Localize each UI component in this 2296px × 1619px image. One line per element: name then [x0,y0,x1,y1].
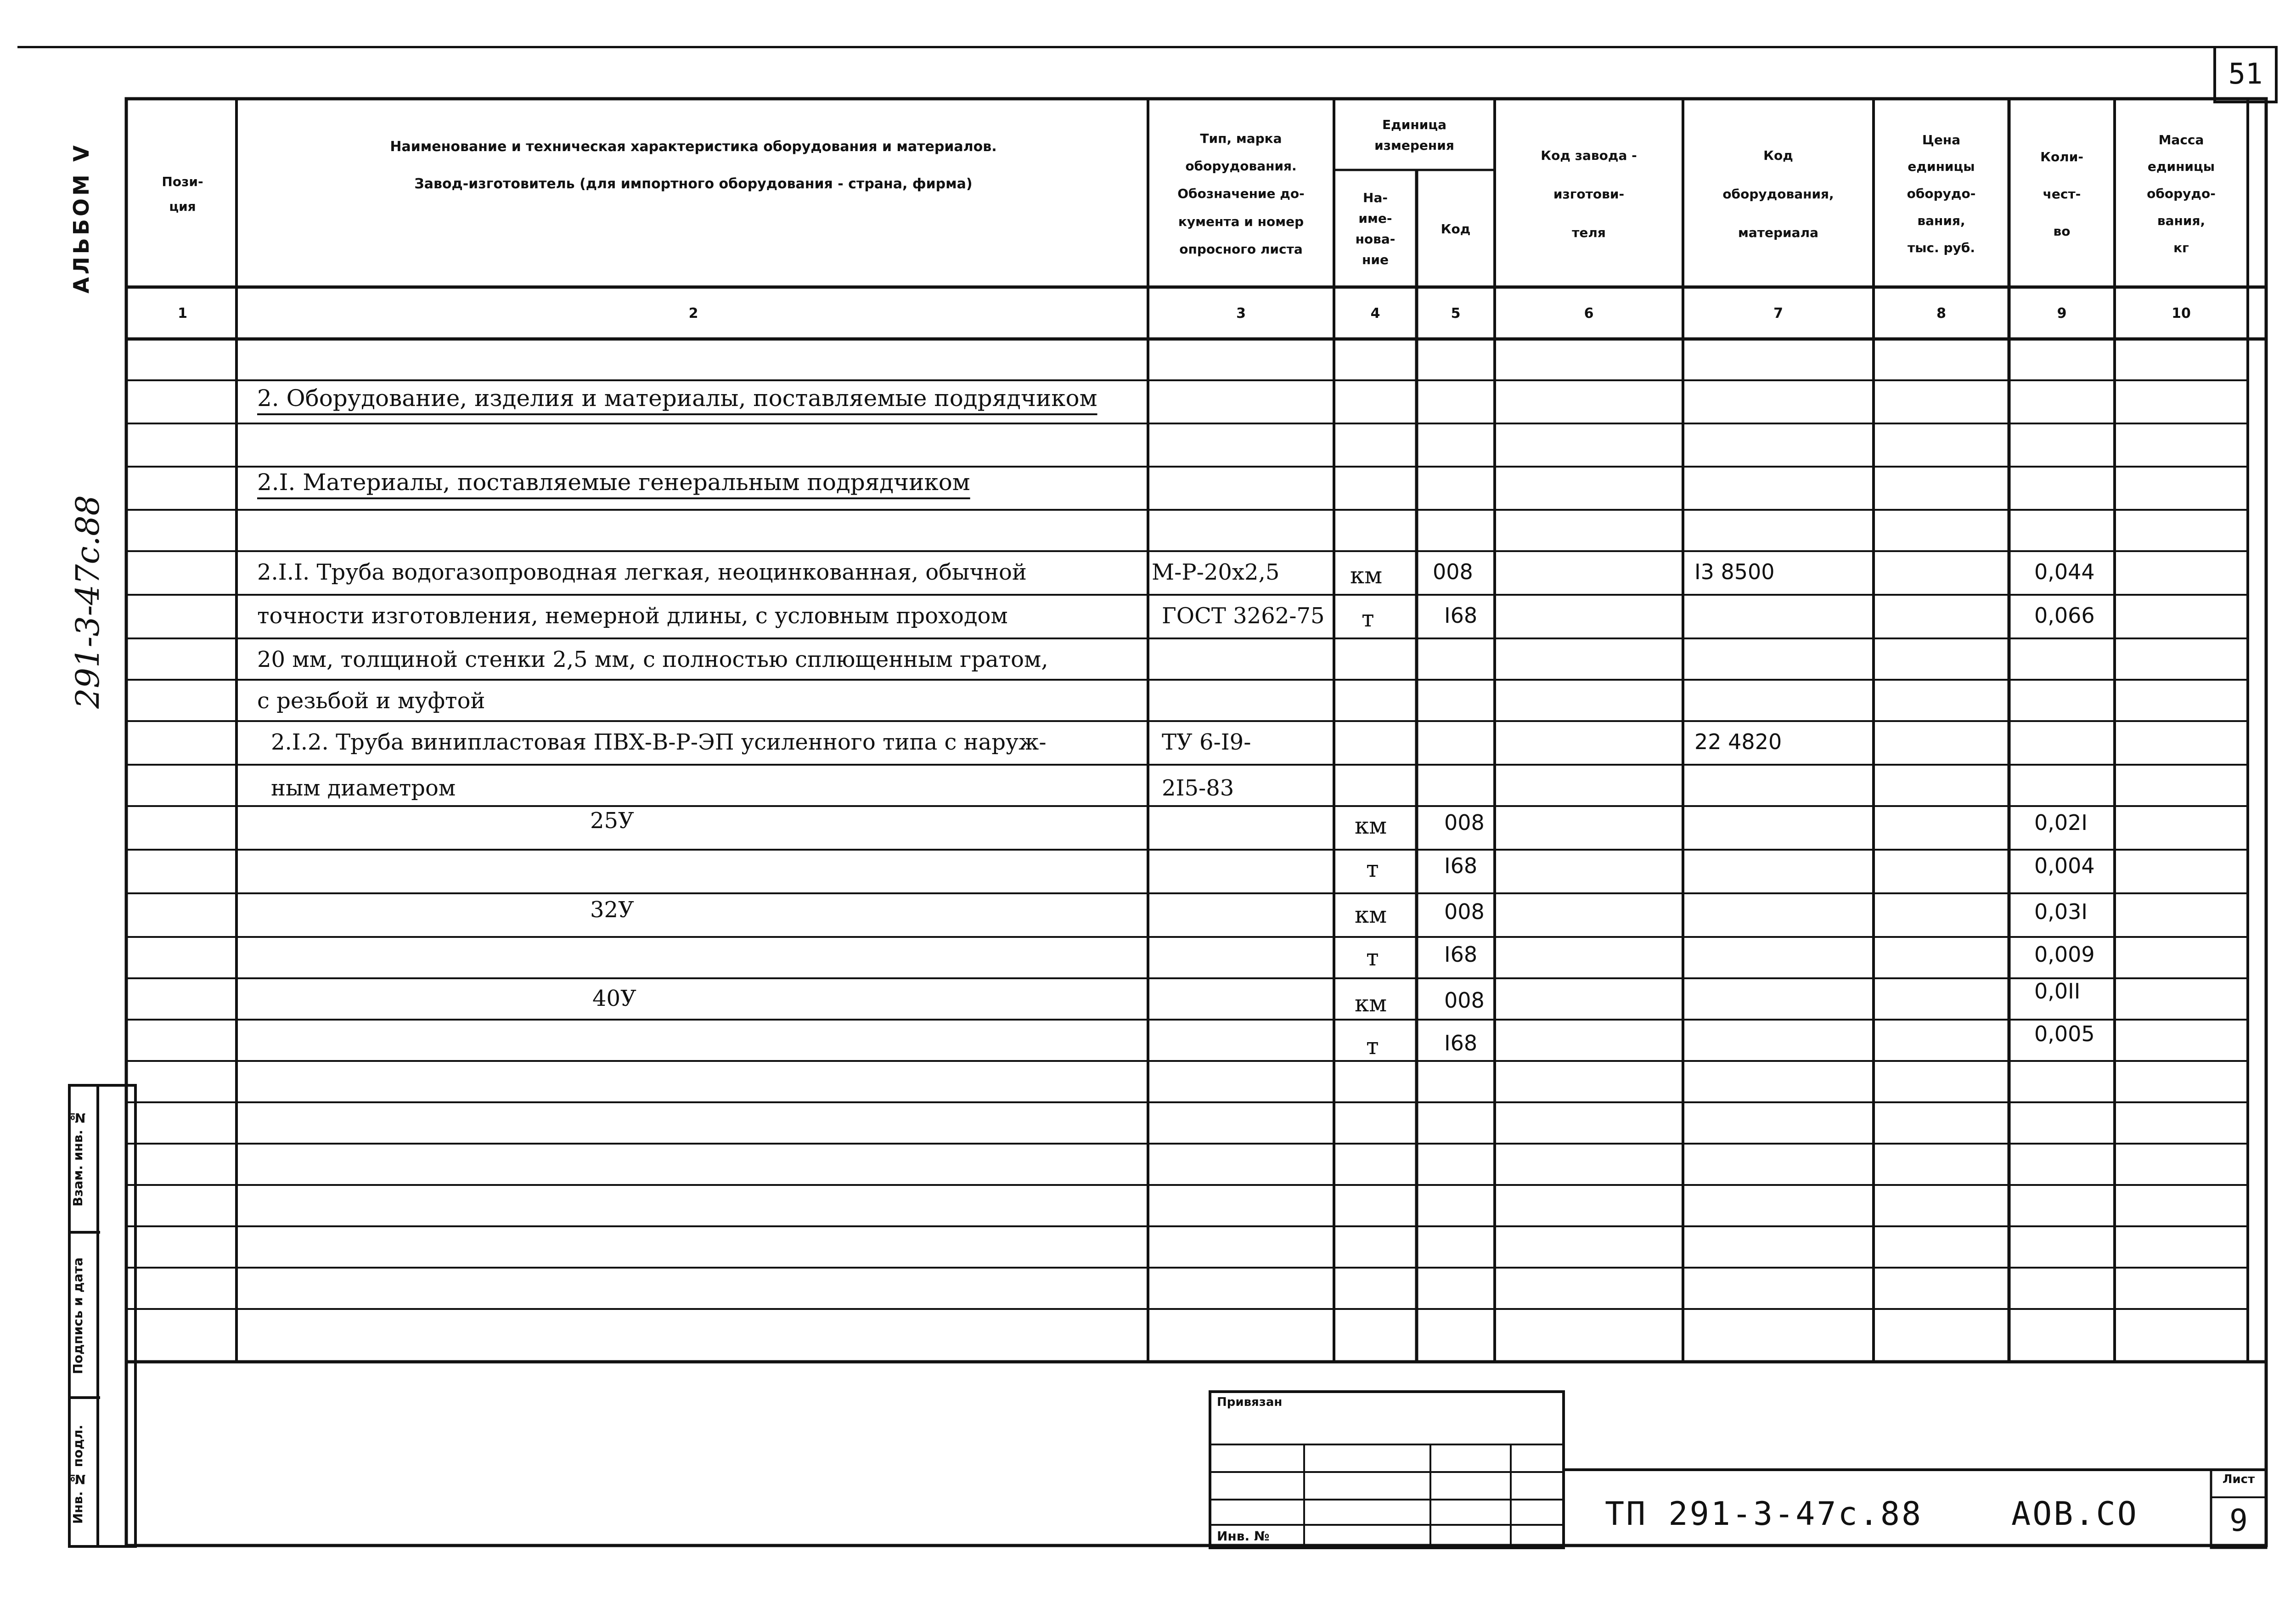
project-code-margin: 291-3-47с.88 [69,495,107,709]
size-qty-t: 0,009 [2034,942,2095,967]
section-title: 2. Оборудование, изделия и материалы, поставляемые подрядчиком [257,385,1097,412]
header-maker-code: Код завода - изготови- теля [1541,147,1637,240]
column-number: 9 [2057,305,2067,322]
size-qty-t: 0,004 [2034,853,2095,878]
header-name: Наименование и техническая характеристика оборудования и материалов. Завод-изготовитель (для импортного оборудования - страна, фирма) [390,139,997,192]
item1-qty-km: 0,044 [2034,559,2095,584]
column-number: 3 [1236,305,1246,322]
stamp-field-inventory: Инв. № подл. [70,1425,85,1524]
item1-line: 2.I.I. Труба водогазопроводная легкая, неоцинкованная, обычной [257,559,1027,585]
column-number: 6 [1584,305,1594,322]
size-code-t: I68 [1444,942,1478,967]
size-unit-t: т [1366,1033,1379,1060]
item1-type: М-Р-20х2,5 [1152,559,1280,585]
header-position: Пози- ция [162,174,203,214]
sheet-label: Лист [2222,1472,2255,1486]
size-name: 25У [590,808,634,834]
column-number: 5 [1451,305,1461,322]
subsection-title: 2.I. Материалы, поставляемые генеральным подрядчиком [257,469,970,496]
item1-unit-km: км [1350,562,1383,589]
size-qty-t: 0,005 [2034,1021,2095,1046]
column-number: 7 [1773,305,1783,322]
size-qty-km: 0,0II [2034,979,2081,1004]
size-unit-km: км [1355,812,1387,839]
stamp-field-replacement: Взам. инв. № [70,1110,85,1207]
size-unit-t: т [1366,944,1379,971]
column-number: 8 [1936,305,1946,322]
size-code-km: 008 [1444,988,1485,1013]
column-number: 1 [178,305,187,322]
sheet-number: 51 [2228,56,2263,90]
item2-line: 2.I.2. Труба винипластовая ПВХ-В-Р-ЭП усиленного типа с наруж- [271,729,1047,755]
item1-code-t: I68 [1444,603,1478,628]
item1-line: с резьбой и муфтой [257,688,485,714]
item2-material-code: 22 4820 [1694,729,1782,754]
stamp-field-signature: Подпись и дата [70,1257,85,1375]
section-code: АОВ.СО [2011,1495,2138,1533]
header-quantity: Коли- чест- во [2040,149,2083,239]
header-unit-name: На- име- нова- ние [1355,190,1396,267]
item1-code-km: 008 [1433,559,1473,584]
size-qty-km: 0,03I [2034,899,2088,924]
header-mass: Масса единицы оборудо- вания, кг [2147,132,2216,255]
item2-line: ным диаметром [271,775,456,801]
column-number: 2 [688,305,698,322]
size-qty-km: 0,02I [2034,810,2088,835]
item1-qty-t: 0,066 [2034,603,2095,628]
size-unit-km: км [1355,990,1387,1017]
sheet-value: 9 [2229,1503,2248,1538]
size-name: 32У [590,897,634,923]
header-unit-code: Код [1441,221,1471,237]
column-number: 4 [1370,305,1380,322]
document-code: ТП 291-3-47с.88 [1605,1495,1923,1533]
size-name: 40У [592,986,636,1011]
item2-type: 2I5-83 [1162,775,1234,801]
bound-label: Привязан [1217,1395,1283,1409]
album-label: АЛЬБОМ V [69,142,94,294]
size-code-t: I68 [1444,1031,1478,1055]
item1-type: ГОСТ 3262-75 [1162,603,1325,629]
size-code-km: 008 [1444,899,1485,924]
header-price: Цена единицы оборудо- вания, тыс. руб. [1907,132,1976,255]
header-material-code: Код оборудования, материала [1722,147,1834,240]
column-number: 10 [2172,305,2191,322]
size-code-t: I68 [1444,853,1478,878]
size-unit-t: т [1366,856,1379,882]
item2-type: ТУ 6-I9- [1162,729,1251,755]
size-code-km: 008 [1444,810,1485,835]
header-unit-group: Единица измерения [1374,117,1454,153]
item1-material-code: I3 8500 [1694,559,1775,584]
header-type: Тип, марка оборудования. Обозначение до- кумента и номер опросного листа [1177,131,1305,257]
item1-line: 20 мм, толщиной стенки 2,5 мм, с полностью сплющенным гратом, [257,647,1048,672]
item1-unit-t: т [1362,605,1374,632]
item1-line: точности изготовления, немерной длины, с условным проходом [257,603,1008,629]
inventory-label: Инв. № [1217,1529,1270,1544]
size-unit-km: км [1355,902,1387,928]
